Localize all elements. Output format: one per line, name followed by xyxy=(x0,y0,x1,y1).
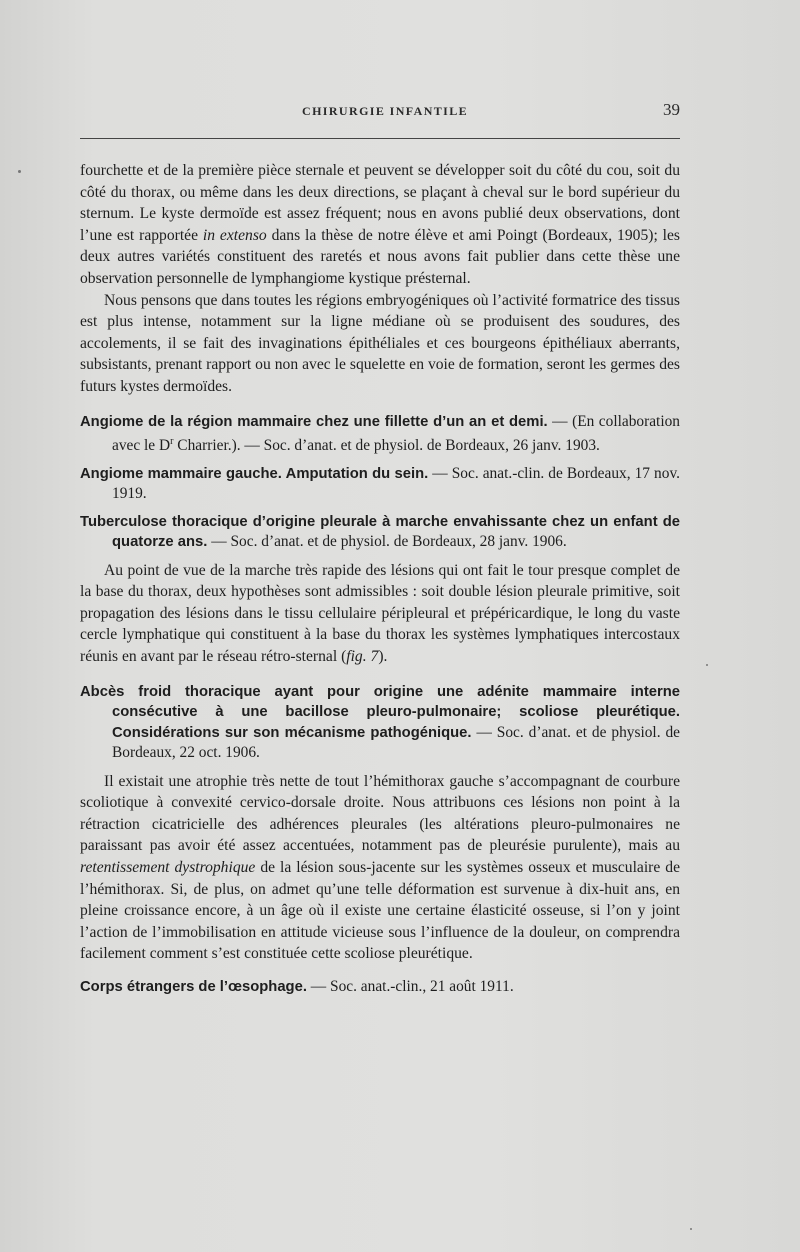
bibliography-entry xyxy=(80,512,680,553)
bibliography-entry xyxy=(80,682,680,764)
paragraph-text: dans la thèse de notre élève et ami Poingt (Bordeaux, 1905); les deux autres variétés constituent des raretés et nous avons fait publier dans cette thèse une observation personnelle de lymphangiome kystique présternal. xyxy=(80,226,680,287)
bibliography-entry xyxy=(80,412,680,457)
entry-citation: Charrier.). — Soc. d’anat. et de physiol. de Bordeaux, 26 janv. 1903. xyxy=(173,437,600,455)
italic-text: in extenso xyxy=(202,226,267,244)
entry-citation: — Soc. d’anat. et de physiol. de Bordeaux, 22 oct. 1906. xyxy=(112,723,680,762)
scan-speck xyxy=(706,664,708,666)
page-body xyxy=(80,160,680,997)
entry-title: Tuberculose thoracique d’origine pleurale à marche envahissante chez un enfant de quatorze ans. xyxy=(80,513,680,551)
paragraph: Nous pensons que dans toutes les régions embryogéniques où l’activité formatrice des tissus est plus intense, notamment sur la ligne médiane où se produisent des soudures, des accolements, il se fait des invaginations épithéliales et ces bourgeons épithéliaux aberrants, subsistants, prenant rapport ou non avec le squelette en voie de formation, seront les germes des futurs kystes dermoïdes. xyxy=(80,291,680,395)
header-rule xyxy=(80,138,680,139)
italic-text: retentissement dystrophique xyxy=(80,859,256,876)
entry-title: Angiome mammaire gauche. Amputation du sein. xyxy=(80,465,429,482)
bibliography-entry xyxy=(80,977,680,998)
paragraph-text: Il existait une atrophie très nette de tout l’hémithorax gauche s’accompagnant de courbure scoliotique à convexité cervico-dorsale droite. Nous attribuons ces lésions non point à la rétraction cicatricielle des adhérences pleurales (les altérations pleuro-pulmonaires ne paraissant pas avoir été assez accentuées, notamment pas de pleurésie purulente), mais au xyxy=(80,772,680,855)
entry-summary xyxy=(80,771,680,965)
entry-title: Abcès froid thoracique ayant pour origine une adénite mammaire interne consécutive à une bacillose pleuro-pulmonaire; scoliose pleurétique. Considérations sur son mécanisme pathogénique. xyxy=(80,683,680,741)
italic-text: fig. 7 xyxy=(346,648,379,666)
bibliography-entry xyxy=(80,464,680,505)
paragraph-text: ). xyxy=(378,648,388,666)
running-head: CHIRURGIE INFANTILE xyxy=(302,104,469,118)
entry-citation: — Soc. d’anat. et de physiol. de Bordeaux, 28 janv. 1906. xyxy=(207,533,567,551)
page-header xyxy=(80,98,682,124)
paragraph-text: fourchette et de la première pièce sternale et peuvent se développer soit du côté du cou, soit du côté du thorax, ou même dans les deux directions, se plaçant à cheval sur le bord supérieur du sternum. Le kyste dermoïde est assez fréquent; nous en avons publié deux observations, dont l’une est rapportée xyxy=(80,162,680,244)
scan-speck xyxy=(18,170,21,173)
paragraph-text: Au point de vue de la marche très rapide des lésions qui ont fait le tour presque complet de la base du thorax, deux hypothèses sont admissibles : soit double lésion pleurale primitive, soit propagation des lésions dans le tissu cellulaire péripleural et prépéricardique, le long du vaste cercle lymphatique qui constituent à la base du thorax les systèmes lymphatiques intercostaux réunis en avant par le réseau rétro-sternal ( xyxy=(80,561,680,666)
scan-speck xyxy=(690,1228,692,1230)
entry-summary xyxy=(80,560,680,668)
entry-citation: — (En collaboration avec le D xyxy=(112,412,680,455)
entry-title: Corps étrangers de l’œsophage. xyxy=(80,978,307,995)
paragraph-text: de la lésion sous-jacente sur les systèmes osseux et musculaire de l’hémithorax. Si, de plus, on admet qu’une telle déformation est survenue à dix-huit ans, en pleine croissance encore, à un âge où il existe une certaine élasticité osseuse, si l’on y joint l’action de l’immobilisation en attitude vicieuse sous l’influence de la douleur, on comprendra facilement comment s’est constituée cette scoliose pleurétique. xyxy=(80,859,680,963)
entry-citation: — Soc. anat.-clin. de Bordeaux, 17 nov. 1919. xyxy=(112,464,680,503)
superscript: r xyxy=(170,436,174,448)
entry-citation: — Soc. anat.-clin., 21 août 1911. xyxy=(306,977,514,995)
page-number: 39 xyxy=(663,100,680,119)
paragraph-continuation xyxy=(80,160,680,290)
entry-title: Angiome de la région mammaire chez une fillette d’un an et demi. xyxy=(80,413,548,430)
